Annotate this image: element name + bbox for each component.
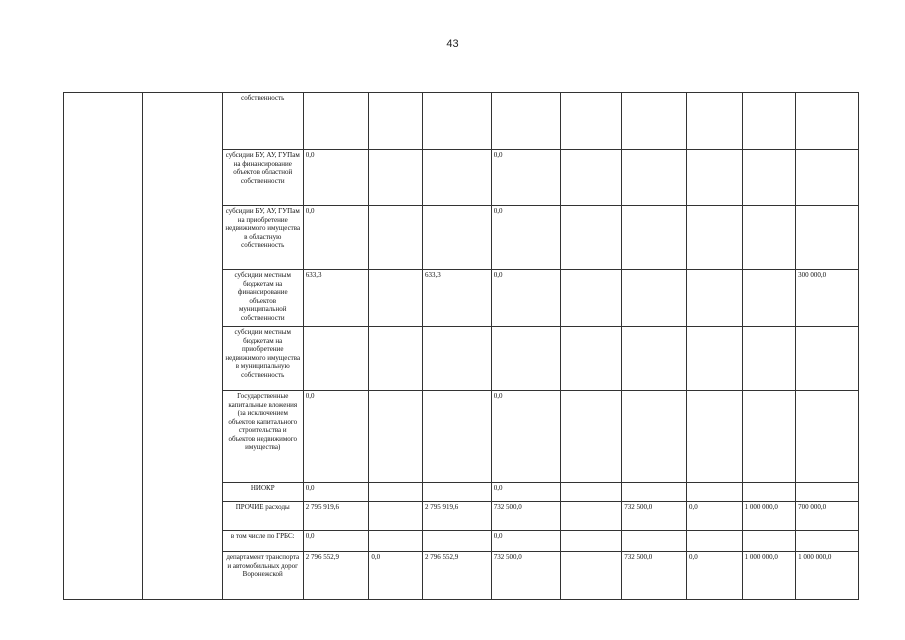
budget-table	[63, 92, 859, 600]
value-cell	[423, 531, 492, 552]
value-cell	[686, 531, 742, 552]
row-label: департамент транспорта и автомобильных дорог Воронежской	[222, 552, 303, 600]
value-cell	[560, 150, 622, 206]
value-cell	[796, 531, 859, 552]
value-cell	[796, 483, 859, 502]
page-number: 43	[446, 38, 459, 50]
value-cell	[622, 150, 687, 206]
value-cell	[369, 93, 423, 150]
value-cell	[560, 93, 622, 150]
value-cell	[622, 483, 687, 502]
value-cell	[560, 502, 622, 531]
value-cell	[742, 150, 796, 206]
value-cell: 300 000,0	[796, 270, 859, 327]
value-cell	[560, 206, 622, 270]
value-cell	[742, 270, 796, 327]
value-cell	[369, 150, 423, 206]
empty-cell	[142, 93, 222, 600]
value-cell: 0,0	[303, 483, 369, 502]
value-cell: 0,0	[303, 206, 369, 270]
row-label: ПРОЧИЕ расходы	[222, 502, 303, 531]
value-cell	[742, 483, 796, 502]
value-cell	[369, 531, 423, 552]
value-cell: 732 500,0	[491, 502, 560, 531]
value-cell	[560, 483, 622, 502]
value-cell	[423, 391, 492, 483]
empty-cell	[64, 93, 143, 600]
value-cell	[369, 502, 423, 531]
value-cell: 0,0	[369, 552, 423, 600]
value-cell	[303, 93, 369, 150]
value-cell	[491, 93, 560, 150]
value-cell	[686, 206, 742, 270]
value-cell: 732 500,0	[622, 552, 687, 600]
value-cell	[423, 483, 492, 502]
value-cell	[423, 93, 492, 150]
value-cell: 0,0	[686, 552, 742, 600]
value-cell: 0,0	[491, 270, 560, 327]
value-cell: 732 500,0	[622, 502, 687, 531]
value-cell: 0,0	[491, 150, 560, 206]
value-cell	[622, 327, 687, 391]
value-cell	[796, 93, 859, 150]
value-cell	[742, 327, 796, 391]
value-cell: 0,0	[686, 502, 742, 531]
value-cell	[369, 270, 423, 327]
value-cell: 0,0	[303, 531, 369, 552]
row-label: субсидии БУ, АУ, ГУПам на приобретение недвижимого имущества в областную собственность	[222, 206, 303, 270]
row-label: субсидии местным бюджетам на приобретение недвижимого имущества в муниципальную собственность	[222, 327, 303, 391]
value-cell: 700 000,0	[796, 502, 859, 531]
value-cell	[742, 206, 796, 270]
value-cell: 0,0	[491, 483, 560, 502]
value-cell	[622, 206, 687, 270]
value-cell	[796, 206, 859, 270]
value-cell	[686, 270, 742, 327]
value-cell	[303, 327, 369, 391]
value-cell: 0,0	[491, 391, 560, 483]
value-cell	[686, 327, 742, 391]
value-cell: 732 500,0	[491, 552, 560, 600]
value-cell	[369, 391, 423, 483]
value-cell	[560, 327, 622, 391]
table-row	[64, 93, 859, 150]
value-cell	[369, 327, 423, 391]
value-cell	[423, 150, 492, 206]
value-cell	[369, 483, 423, 502]
value-cell	[622, 270, 687, 327]
value-cell	[742, 391, 796, 483]
value-cell	[622, 531, 687, 552]
value-cell	[796, 327, 859, 391]
value-cell: 0,0	[491, 531, 560, 552]
value-cell	[423, 206, 492, 270]
value-cell	[622, 391, 687, 483]
value-cell	[686, 150, 742, 206]
value-cell	[491, 327, 560, 391]
value-cell	[742, 93, 796, 150]
value-cell	[369, 206, 423, 270]
value-cell	[560, 270, 622, 327]
value-cell: 633,3	[423, 270, 492, 327]
value-cell: 2 795 919,6	[423, 502, 492, 531]
value-cell	[686, 483, 742, 502]
value-cell	[686, 391, 742, 483]
value-cell	[560, 531, 622, 552]
value-cell	[686, 93, 742, 150]
row-label: субсидии БУ, АУ, ГУПам на финансирование объектов областной собственности	[222, 150, 303, 206]
row-label: собственность	[222, 93, 303, 150]
row-label: субсидии местным бюджетам на финансирование объектов муниципальной собственности	[222, 270, 303, 327]
row-label: в том числе по ГРБС:	[222, 531, 303, 552]
value-cell	[560, 552, 622, 600]
value-cell: 0,0	[303, 391, 369, 483]
value-cell: 0,0	[491, 206, 560, 270]
value-cell: 2 795 919,6	[303, 502, 369, 531]
value-cell	[742, 531, 796, 552]
value-cell: 633,3	[303, 270, 369, 327]
value-cell	[622, 93, 687, 150]
value-cell	[796, 150, 859, 206]
value-cell: 0,0	[303, 150, 369, 206]
value-cell: 1 000 000,0	[742, 502, 796, 531]
row-label: НИОКР	[222, 483, 303, 502]
value-cell	[560, 391, 622, 483]
value-cell	[423, 327, 492, 391]
value-cell: 1 000 000,0	[742, 552, 796, 600]
row-label: Государственные капитальные вложения (за исключением объектов капитального строительства и объектов недвижимого имущества)	[222, 391, 303, 483]
value-cell: 1 000 000,0	[796, 552, 859, 600]
value-cell: 2 796 552,9	[423, 552, 492, 600]
value-cell: 2 796 552,9	[303, 552, 369, 600]
value-cell	[796, 391, 859, 483]
